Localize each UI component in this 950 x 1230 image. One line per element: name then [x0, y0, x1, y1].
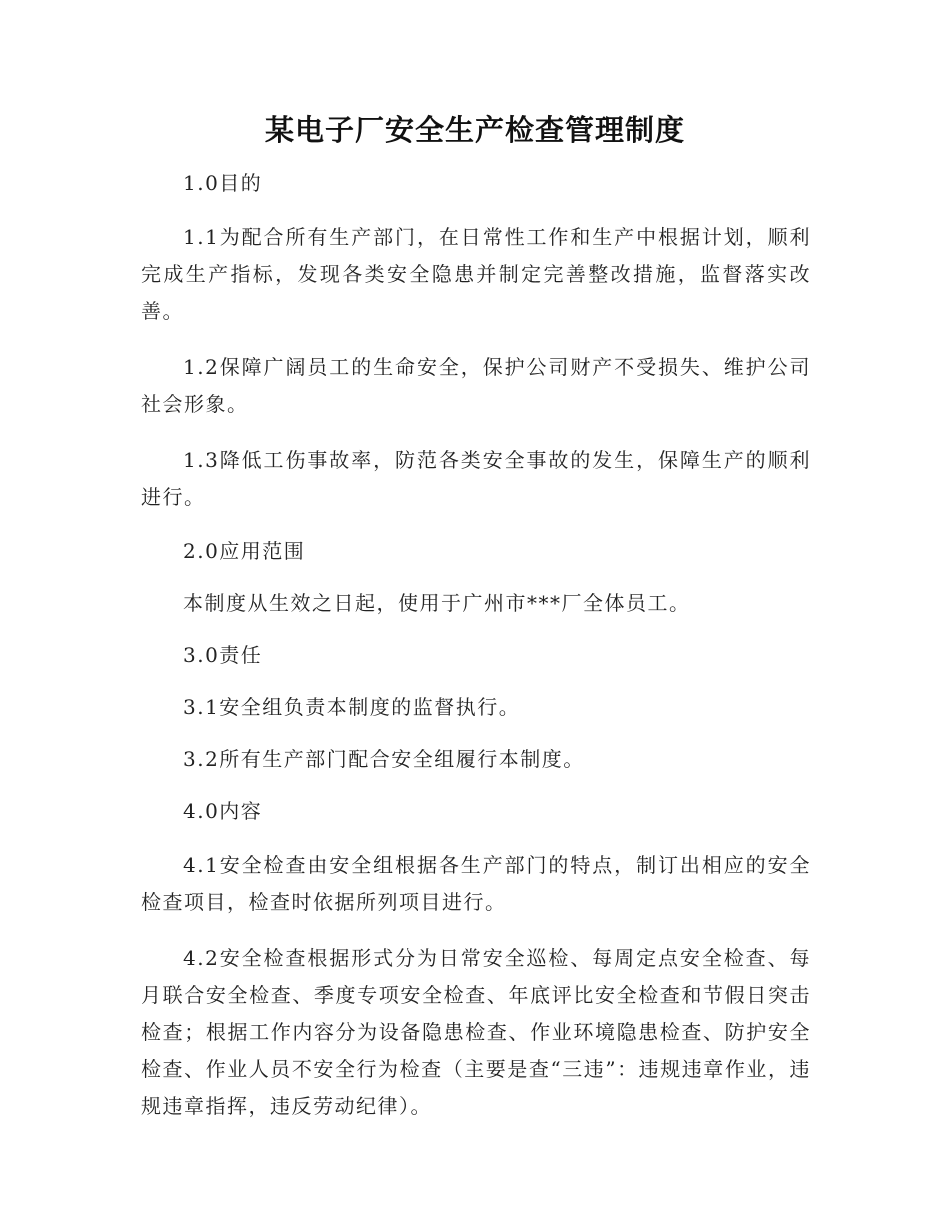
paragraph-3-1: 3.1安全组负责本制度的监督执行。 [183, 695, 521, 719]
paragraph-1-3: 1.3降低工伤事故率，防范各类安全事故的发生，保障生产的顺利进行。 [141, 448, 811, 509]
paragraph-4-2: 4.2安全检查根据形式分为日常安全巡检、每周定点安全检查、每月联合安全检查、季度专项安全检查、年底评比安全检查和节假日突击检查；根据工作内容分为设备隐患检查、作业环境隐患检查、防护安全检查、作业人员不安全行为检查（主要是查“三违”：违规违章作业，违规违章指挥，违反劳动纪律）。 [141, 946, 811, 1118]
section-heading-purpose: 1.0目的 [183, 171, 263, 195]
paragraph-1-2: 1.2保障广阔员工的生命安全，保护公司财产不受损失、维护公司社会形象。 [141, 355, 811, 416]
section-heading-responsibility: 3.0责任 [183, 643, 263, 667]
paragraph-scope: 本制度从生效之日起，使用于广州市***厂全体员工。 [183, 591, 691, 615]
document-title: 某电子厂安全生产检查管理制度 [264, 113, 685, 147]
section-heading-content: 4.0内容 [183, 799, 263, 823]
document-body [141, 165, 811, 1125]
paragraph-4-1: 4.1安全检查由安全组根据各生产部门的特点，制订出相应的安全检查项目，检查时依据所列项目进行。 [141, 853, 811, 914]
paragraph-1-1: 1.1为配合所有生产部门，在日常性工作和生产中根据计划，顺利完成生产指标，发现各类安全隐患并制定完善整改措施，监督落实改善。 [141, 225, 811, 323]
paragraph-3-2: 3.2所有生产部门配合安全组履行本制度。 [183, 747, 585, 771]
section-heading-scope: 2.0应用范围 [183, 539, 306, 563]
